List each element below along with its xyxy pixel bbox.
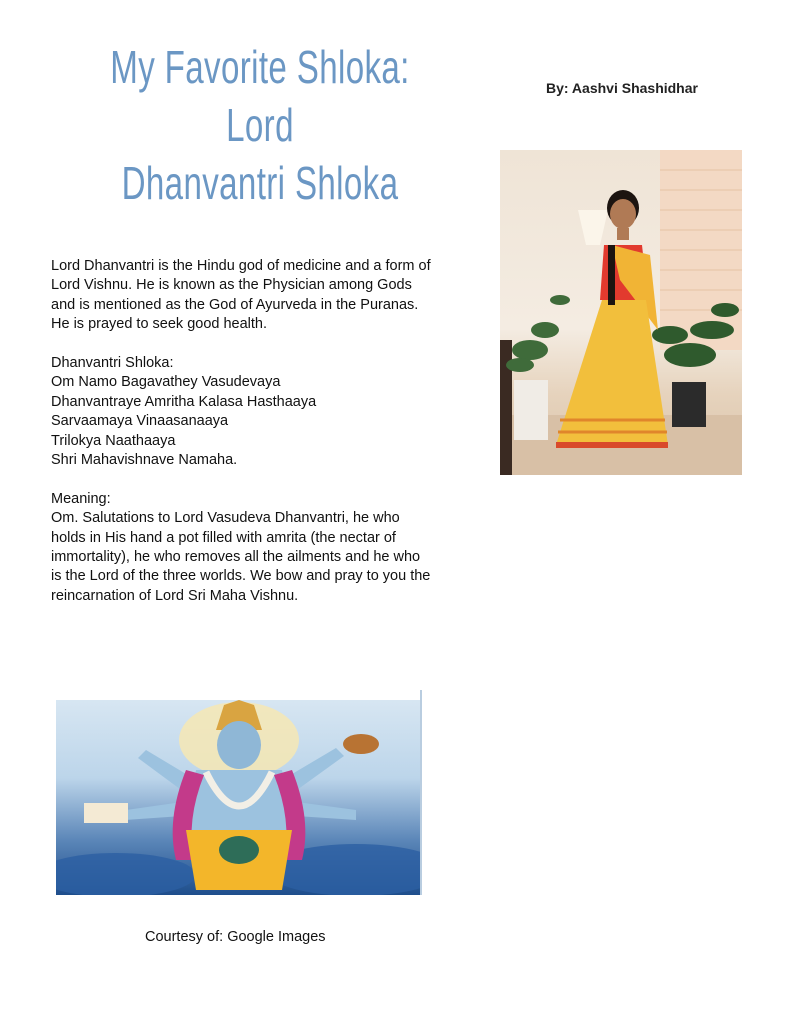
shloka-line: Dhanvantraye Amritha Kalasa Hasthaaya xyxy=(51,393,317,410)
shloka-line: Sarvaamaya Vinaasanaaya xyxy=(51,413,229,430)
title-line-2: Dhanvantri Shloka xyxy=(121,157,399,209)
body-text xyxy=(51,257,431,626)
author-photo xyxy=(500,150,742,475)
title-line-1: My Favorite Shloka: Lord xyxy=(110,41,410,151)
shloka-line: Shri Mahavishnave Namaha. xyxy=(51,452,238,469)
deity-image xyxy=(56,700,422,895)
shloka-block xyxy=(51,354,431,470)
shloka-line: Trilokya Naathaaya xyxy=(51,432,176,449)
author-photo-illustration xyxy=(500,150,742,475)
deity-image-border xyxy=(420,690,422,895)
page-title xyxy=(102,38,419,212)
shloka-line: Om Namo Bagavathey Vasudevaya xyxy=(51,374,281,391)
image-credit: Courtesy of: Google Images xyxy=(145,929,326,945)
deity-illustration xyxy=(56,700,422,895)
shloka-heading: Dhanvantri Shloka: xyxy=(51,355,174,372)
author-byline: By: Aashvi Shashidhar xyxy=(546,80,698,96)
meaning-block xyxy=(51,490,431,606)
meaning-heading: Meaning: xyxy=(51,490,111,507)
meaning-text: Om. Salutations to Lord Vasudeva Dhanvantri, he who holds in His hand a pot filled with amrita (the nectar of immortality), he who removes all the ailments and he who is the Lord of the three worlds. We bow and pray to you the reincarnation of Lord Sri Maha Vishnu. xyxy=(51,510,431,604)
intro-paragraph: Lord Dhanvantri is the Hindu god of medicine and a form of Lord Vishnu. He is known as the Physician among Gods and is mentioned as the God of Ayurveda in the Puranas. He is prayed to seek good health. xyxy=(51,258,431,333)
